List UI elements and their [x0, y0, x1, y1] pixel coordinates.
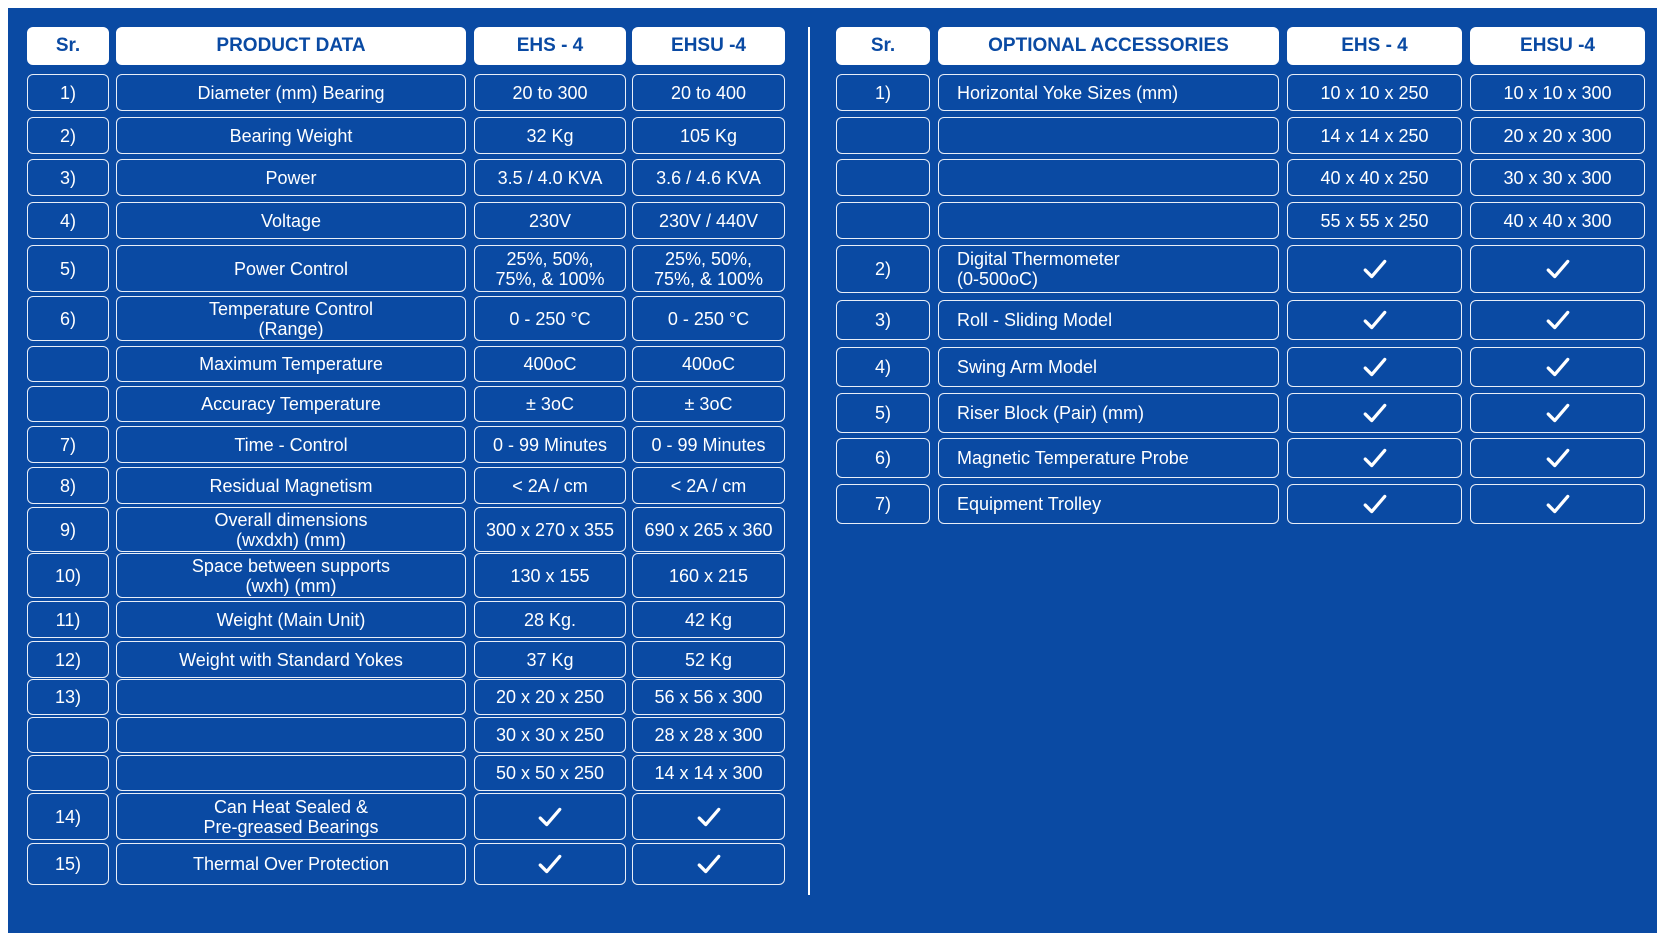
- accessory-label-cell: [938, 117, 1279, 154]
- accessory-sr-cell: 1): [836, 74, 930, 111]
- accessory-ehsu-checkmark-icon: [1470, 484, 1645, 524]
- accessory-ehsu-checkmark-icon: [1470, 347, 1645, 387]
- accessory-sr-cell: 2): [836, 245, 930, 293]
- product-ehsu-cell: 20 to 400: [632, 74, 785, 111]
- product-label-cell: [116, 717, 466, 753]
- accessory-ehsu-cell: 10 x 10 x 300: [1470, 74, 1645, 111]
- product-ehs-cell: 20 x 20 x 250: [474, 679, 626, 715]
- accessory-label-cell: Digital Thermometer (0-500oC): [938, 245, 1279, 293]
- product-ehsu-checkmark-icon: [632, 793, 785, 840]
- product-ehsu-cell: 160 x 215: [632, 553, 785, 598]
- accessory-sr-cell: [836, 117, 930, 154]
- accessory-ehs-checkmark-icon: [1287, 300, 1462, 340]
- accessory-label-cell: Magnetic Temperature Probe: [938, 438, 1279, 478]
- product-sr-cell: 5): [27, 245, 109, 292]
- accessory-ehsu-cell: 40 x 40 x 300: [1470, 202, 1645, 239]
- product-ehsu-cell: 25%, 50%, 75%, & 100%: [632, 245, 785, 292]
- product-label-cell: Diameter (mm) Bearing: [116, 74, 466, 111]
- product-label-cell: Residual Magnetism: [116, 467, 466, 504]
- product-sr-cell: 14): [27, 793, 109, 840]
- accessory-label-cell: Roll - Sliding Model: [938, 300, 1279, 340]
- product-ehs-cell: 20 to 300: [474, 74, 626, 111]
- product-label-cell: Thermal Over Protection: [116, 843, 466, 885]
- accessory-ehsu-checkmark-icon: [1470, 393, 1645, 433]
- product-label-cell: [116, 679, 466, 715]
- product-label-cell: Temperature Control (Range): [116, 296, 466, 341]
- product-sr-cell: 6): [27, 296, 109, 341]
- product-ehsu-cell: ± 3oC: [632, 386, 785, 422]
- product-label-cell: Space between supports (wxh) (mm): [116, 553, 466, 598]
- accessory-label-cell: Swing Arm Model: [938, 347, 1279, 387]
- product-ehs-checkmark-icon: [474, 793, 626, 840]
- accessory-ehs-cell: 40 x 40 x 250: [1287, 159, 1462, 196]
- product-label-cell: Weight with Standard Yokes: [116, 641, 466, 678]
- product-ehsu-cell: 400oC: [632, 346, 785, 382]
- accessory-label-cell: Horizontal Yoke Sizes (mm): [938, 74, 1279, 111]
- product-ehs-cell: 30 x 30 x 250: [474, 717, 626, 753]
- product-ehsu-cell: 105 Kg: [632, 117, 785, 154]
- accessory-sr-cell: 7): [836, 484, 930, 524]
- accessory-ehs-checkmark-icon: [1287, 347, 1462, 387]
- product-ehs-cell: 130 x 155: [474, 553, 626, 598]
- product-ehs-cell: 3.5 / 4.0 KVA: [474, 159, 626, 196]
- product-sr-cell: 3): [27, 159, 109, 196]
- product-label-cell: Maximum Temperature: [116, 346, 466, 382]
- product-sr-cell: 12): [27, 641, 109, 678]
- product-ehsu-cell: < 2A / cm: [632, 467, 785, 504]
- product-ehsu-cell: 42 Kg: [632, 601, 785, 638]
- product-sr-cell: 11): [27, 601, 109, 638]
- product-ehsu-cell: 3.6 / 4.6 KVA: [632, 159, 785, 196]
- product-sr-cell: 9): [27, 507, 109, 552]
- accessory-ehs-checkmark-icon: [1287, 438, 1462, 478]
- product-sr-cell: 10): [27, 553, 109, 598]
- product-label-cell: Power: [116, 159, 466, 196]
- product-sr-cell: 4): [27, 202, 109, 239]
- product-sr-cell: 1): [27, 74, 109, 111]
- product-ehs-checkmark-icon: [474, 843, 626, 885]
- product-label-cell: Overall dimensions (wxdxh) (mm): [116, 507, 466, 552]
- product-ehsu-cell: 14 x 14 x 300: [632, 755, 785, 791]
- accessory-ehs-cell: 10 x 10 x 250: [1287, 74, 1462, 111]
- accessory-header-label: OPTIONAL ACCESSORIES: [938, 27, 1279, 65]
- product-sr-cell: 2): [27, 117, 109, 154]
- product-ehsu-cell: 690 x 265 x 360: [632, 507, 785, 552]
- product-ehs-cell: 0 - 250 °C: [474, 296, 626, 341]
- accessory-ehs-checkmark-icon: [1287, 484, 1462, 524]
- product-ehs-cell: 28 Kg.: [474, 601, 626, 638]
- accessory-ehsu-checkmark-icon: [1470, 438, 1645, 478]
- product-sr-cell: [27, 346, 109, 382]
- product-ehs-cell: 0 - 99 Minutes: [474, 426, 626, 463]
- product-header-label: PRODUCT DATA: [116, 27, 466, 65]
- product-ehs-cell: 400oC: [474, 346, 626, 382]
- accessory-sr-cell: [836, 202, 930, 239]
- product-ehs-cell: 25%, 50%, 75%, & 100%: [474, 245, 626, 292]
- accessory-ehs-cell: 14 x 14 x 250: [1287, 117, 1462, 154]
- product-ehsu-cell: 52 Kg: [632, 641, 785, 678]
- product-ehsu-cell: 0 - 99 Minutes: [632, 426, 785, 463]
- product-ehs-cell: ± 3oC: [474, 386, 626, 422]
- product-label-cell: Time - Control: [116, 426, 466, 463]
- product-sr-cell: 7): [27, 426, 109, 463]
- product-ehs-cell: 230V: [474, 202, 626, 239]
- accessory-ehs-checkmark-icon: [1287, 393, 1462, 433]
- product-ehs-cell: 32 Kg: [474, 117, 626, 154]
- product-ehs-cell: 37 Kg: [474, 641, 626, 678]
- accessory-sr-cell: 3): [836, 300, 930, 340]
- accessory-ehs-cell: 55 x 55 x 250: [1287, 202, 1462, 239]
- product-ehs-cell: 50 x 50 x 250: [474, 755, 626, 791]
- product-sr-cell: [27, 755, 109, 791]
- accessory-ehsu-checkmark-icon: [1470, 300, 1645, 340]
- accessory-ehsu-checkmark-icon: [1470, 245, 1645, 293]
- accessory-ehs-checkmark-icon: [1287, 245, 1462, 293]
- accessory-sr-cell: [836, 159, 930, 196]
- product-label-cell: Voltage: [116, 202, 466, 239]
- column-divider: [808, 27, 810, 895]
- accessory-header-sr: Sr.: [836, 27, 930, 65]
- product-label-cell: [116, 755, 466, 791]
- product-sr-cell: 15): [27, 843, 109, 885]
- product-ehsu-cell: 56 x 56 x 300: [632, 679, 785, 715]
- accessory-header-ehsu: EHSU -4: [1470, 27, 1645, 65]
- accessory-ehsu-cell: 20 x 20 x 300: [1470, 117, 1645, 154]
- accessory-label-cell: [938, 202, 1279, 239]
- product-label-cell: Bearing Weight: [116, 117, 466, 154]
- product-header-ehsu: EHSU -4: [632, 27, 785, 65]
- accessory-sr-cell: 6): [836, 438, 930, 478]
- accessory-label-cell: Equipment Trolley: [938, 484, 1279, 524]
- product-label-cell: Accuracy Temperature: [116, 386, 466, 422]
- accessory-header-ehs: EHS - 4: [1287, 27, 1462, 65]
- product-sr-cell: [27, 717, 109, 753]
- product-sr-cell: [27, 386, 109, 422]
- product-ehsu-cell: 0 - 250 °C: [632, 296, 785, 341]
- product-ehsu-cell: 230V / 440V: [632, 202, 785, 239]
- product-label-cell: Can Heat Sealed & Pre-greased Bearings: [116, 793, 466, 840]
- accessory-sr-cell: 4): [836, 347, 930, 387]
- product-header-sr: Sr.: [27, 27, 109, 65]
- product-ehsu-cell: 28 x 28 x 300: [632, 717, 785, 753]
- accessory-ehsu-cell: 30 x 30 x 300: [1470, 159, 1645, 196]
- product-label-cell: Weight (Main Unit): [116, 601, 466, 638]
- product-ehs-cell: < 2A / cm: [474, 467, 626, 504]
- product-sr-cell: 8): [27, 467, 109, 504]
- accessory-sr-cell: 5): [836, 393, 930, 433]
- product-header-ehs: EHS - 4: [474, 27, 626, 65]
- product-label-cell: Power Control: [116, 245, 466, 292]
- product-ehsu-checkmark-icon: [632, 843, 785, 885]
- product-ehs-cell: 300 x 270 x 355: [474, 507, 626, 552]
- accessory-label-cell: [938, 159, 1279, 196]
- product-sr-cell: 13): [27, 679, 109, 715]
- accessory-label-cell: Riser Block (Pair) (mm): [938, 393, 1279, 433]
